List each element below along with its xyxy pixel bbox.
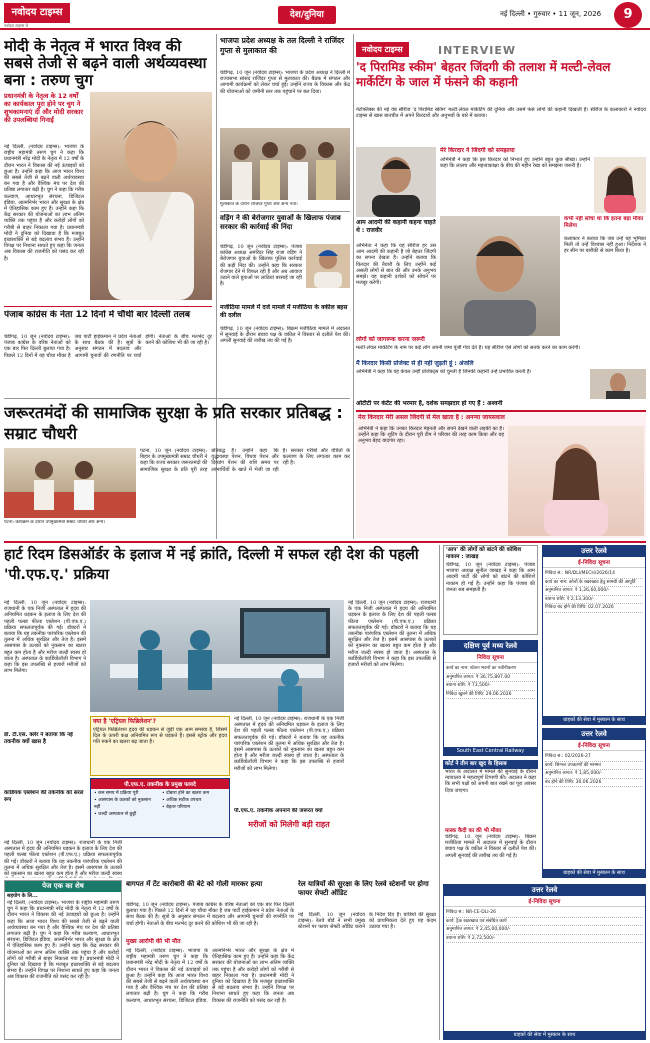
info-box-title: क्या है 'एट्रियल फिब्रिलेशन'?	[93, 718, 156, 725]
actress-headline[interactable]: मेरा किरदार मेरी असल जिंदगी से मेल खाता है : अनन्या जायसवाल	[358, 414, 505, 421]
info-box-text: एट्रियल फिब्रिलेशन हृदय की धड़कन से जुड़ी एक आम समस्या है, जिसमें दिल के ऊपरी कक्ष अनियमित रूप से धड़कते हैं। इससे स्ट्रोक और हृदय गति रुकने का खतरा बढ़ जाता है।	[93, 727, 227, 746]
advertisement-row: कार्य: सिग्नल उपकरणों की मरम्मत	[545, 762, 643, 771]
issue-date: नई दिल्ली • गुरुवार • 11 जून, 2026	[500, 10, 602, 18]
shesh-body: नई दिल्ली, (नवोदय टाइम्स): भाजपा के राष्ट्रीय महामंत्री तरुण चुग ने कहा कि प्रधानमंत्री नरेंद्र मोदी के नेतृत्व में 12 वर्षों के दौरान भारत ने विकास की नई ऊंचाइयों को छुआ है। उन्होंने कहा कि आज भारत विश्व की सबसे तेजी से बढ़ने वाली अर्थव्यवस्था बन गया है और वैश्विक मंच पर देश की प्रतिष्ठा लगातार बढ़ी है। चुग ने कहा कि गरीब कल्याण, आधारभूत संरचना, डिजिटल इंडिया, आत्मनिर्भर भारत और सुरक्षा के क्षेत्र में ऐतिहासिक काम हुए हैं। उन्होंने कहा कि केंद्र सरकार की योजनाओं का लाभ अंतिम व्यक्ति तक पहुंचा है और करोड़ों लोगों को गरीबी से बाहर निकाला गया है। प्रधानमंत्री मोदी ने दुनिया को दिखाया है कि मजबूत इच्छाशक्ति से बड़े बदलाव संभव हैं। उन्होंने विपक्ष पर निशाना साधते हुए कहा कि जनता अब विकास की राजनीति को पसंद कर रही है।	[7, 900, 119, 981]
mid-rule-1	[220, 211, 350, 212]
masthead	[0, 0, 650, 30]
advertisement-body	[444, 907, 645, 1029]
benefit-item: • अधिक सटीक उपचार	[162, 798, 202, 803]
section-rule	[4, 306, 212, 307]
bottom-divider	[439, 545, 440, 1040]
q3-headline[interactable]: कभी नहीं सोचा था कि इतना बड़ा मौका मिलेगा	[564, 216, 644, 229]
court-sub: मास्क कैदी का की भी मौका	[445, 828, 502, 834]
samrat-caption: पटना: कार्यक्रम के दौरान उपमुख्यमंत्री सम्राट चौधरी और अन्य।	[4, 520, 106, 525]
benefit-item: • कम समय में प्रक्रिया पूरी	[94, 791, 139, 796]
q2-headline[interactable]: मेरे किरदार ने जिंदगी को समझाया	[440, 147, 515, 154]
advertisement-row: अनुमानित लागत: ₹ 2,45,00,000/-	[446, 926, 643, 935]
advertisement-footer: ग्राहकों की सेवा में मुस्कान के साथ	[543, 869, 645, 877]
event-photo-illustration	[4, 448, 136, 518]
shesh-sub: सहयोग के लि...	[7, 893, 38, 899]
advertisement-row: कार्य का नाम: स्टेशन भवनों का नवीनीकरण	[446, 665, 535, 674]
lead-photo	[90, 92, 212, 300]
baghpat-headline[interactable]: बागपत में टेंट कारोबारी की बेटे को गोली मारकर हत्या	[126, 880, 263, 888]
court-body: भारत के अदालत में मामले की सुनवाई के दौरान न्यायालय ने महत्वपूर्ण टिप्पणी की। अदालत ने कहा कि सभी पक्षों को अपनी बात रखने का पूरा अवसर दिया जाएगा।	[445, 769, 536, 794]
mid-headline-1[interactable]: भाजपा प्रदेश अध्यक्ष के तल दिल्ली ने राजिंदर गुप्ता से मुलाकात की	[220, 36, 345, 55]
aap-box	[443, 545, 538, 635]
surgery-photo	[90, 600, 344, 712]
actress-photo-1	[594, 157, 646, 213]
mid-body-5: पटना, 10 जून (नवोदय टाइम्स): बिहार के उपमुख्यमंत्री सम्राट चौधरी ने कहा कि राज्य सरकार जरूरतमंदों की सामाजिक सुरक्षा के प्रति पूरी तरह प्रतिबद्ध है। उन्होंने कहा कि वृद्धावस्था पेंशन, विधवा पेंशन और दिव्यांग पेंशन की राशि समय पर लाभार्थियों के खाते में भेजी जा रही है। सरकार गरीबों और वंचितों के कल्याण के लिए लगातार काम कर रही है।	[140, 448, 350, 473]
heart-body-col4: नई दिल्ली, 10 जून (नवोदय टाइम्स): राजधानी के एक निजी अस्पताल में हृदय की अनियमित धड़कन के इलाज के लिए देश की पहली पल्स्ड फील्ड एब्लेशन (पी.एफ.ए.) प्रक्रिया सफलतापूर्वक की गई। डॉक्टरों ने बताया कि यह तकनीक पारंपरिक एब्लेशन की तुलना में अधिक सुरक्षित और तेज है। इसमें आसपास के ऊतकों को नुकसान का खतरा बहुत कम होता है और मरीज जल्दी स्वस्थ हो जाता है। अस्पताल के कार्डियोलॉजी विभाग ने कहा कि इस उपलब्धि से हजारों मरीजों को लाभ मिलेगा।	[348, 600, 436, 669]
heart-sub-4: मरीजों को मिलेगी बड़ी राहत	[248, 820, 330, 829]
interview-intro: नेटफ्लिक्स की नई वेब सीरीज 'द पिरामिड स्कीम' मल्टी-लेवल मार्केटिंग की दुनिया और उसमें फंसे लोगों की कहानी दिखाती है। सीरीज के कलाकारों ने नवोदय टाइम्स से खास बातचीत में अपने किरदारों और अनुभवों के बारे में बताया।	[356, 107, 646, 120]
group-photo-illustration	[220, 128, 350, 200]
baghpat-body: चंडीगढ़, 10 जून (नवोदय टाइम्स): पंजाब कांग्रेस के वरिष्ठ नेताओं को एक बार फिर दिल्ली बुलाया गया है। पिछले 12 दिनों में यह चौथा मौका है जब पार्टी हाईकमान ने प्रदेश नेताओं के साथ बैठक की है। सूत्रों के अनुसार संगठन में बदलाव और आगामी चुनावों की रणनीति पर चर्चा होगी। नेताओं के बीच मतभेद दूर करने की कोशिश भी की जा रही है।	[126, 902, 294, 927]
benefit-item: • आसपास के ऊतकों को नुकसान नहीं	[94, 798, 151, 810]
tender-advertisement	[443, 884, 646, 1040]
mid-body-3: चंडीगढ़, 10 जून (नवोदय टाइम्स): बिक्रम मजीठिया मामले में अदालत में सुनवाई के दौरान बचाव पक्ष के वकील ने विस्तार से दलीलें पेश कीं। अगली सुनवाई की तारीख तय की गई है।	[220, 326, 350, 345]
benefits-box	[90, 778, 230, 838]
actor-portrait-illustration	[356, 147, 436, 217]
actor-photo-2	[440, 216, 560, 336]
interview-headline[interactable]: 'द पिरामिड स्कीम' बेहतर जिंदगी की तलाश में मल्टी-लेवल मार्केटिंग के जाल में फंसने की कहानी	[356, 60, 611, 89]
advertisement-subheading: ई-निविदा सूचना	[444, 896, 645, 907]
lead-body: नई दिल्ली, (नवोदय टाइम्स): भाजपा के राष्ट्रीय महामंत्री तरुण चुग ने कहा कि प्रधानमंत्री नरेंद्र मोदी के नेतृत्व में 12 वर्षों के दौरान भारत ने विकास की नई ऊंचाइयों को छुआ है। उन्होंने कहा कि आज भारत विश्व की सबसे तेजी से बढ़ने वाली अर्थव्यवस्था बन गया है और वैश्विक मंच पर देश की प्रतिष्ठा लगातार बढ़ी है। चुग ने कहा कि गरीब कल्याण, आधारभूत संरचना, डिजिटल इंडिया, आत्मनिर्भर भारत और सुरक्षा के क्षेत्र में ऐतिहासिक काम हुए हैं। उन्होंने कहा कि केंद्र सरकार की योजनाओं का लाभ अंतिम व्यक्ति तक पहुंचा है और करोड़ों लोगों को गरीबी से बाहर निकाला गया है। प्रधानमंत्री मोदी ने दुनिया को दिखाया है कि मजबूत इच्छाशक्ति से बड़े बदलाव संभव हैं। उन्होंने विपक्ष पर निशाना साधते हुए कहा कि जनता अब विकास की राजनीति को पसंद कर रही है।	[4, 144, 84, 262]
advertisement-row: कार्य: ट्रैक रखरखाव एवं संबंधित कार्य	[446, 918, 643, 927]
info-box	[90, 716, 230, 776]
story2-body: चंडीगढ़, 10 जून (नवोदय टाइम्स): पंजाब कांग्रेस के वरिष्ठ नेताओं को एक बार फिर दिल्ली बुलाया गया है। पिछले 12 दिनों में यह चौथा मौका है जब पार्टी हाईकमान ने प्रदेश नेताओं के साथ बैठक की है। सूत्रों के अनुसार संगठन में बदलाव और आगामी चुनावों की रणनीति पर चर्चा होगी। नेताओं के बीच मतभेद दूर करने की कोशिश भी की जा रही है।	[4, 334, 212, 359]
aap-headline[interactable]: 'आप' की लोगों को बांटने की कोशिश नाकाम : जाखड़	[446, 547, 522, 560]
q3-body: कलाकार ने बताया कि जब उन्हें यह भूमिका मिली तो उन्हें विश्वास नहीं हुआ। निर्देशक ने हर सीन पर बारीकी से काम किया है।	[564, 236, 646, 255]
tender-advertisement	[542, 545, 646, 725]
actress-strip	[356, 410, 646, 538]
advertisement-heading: दक्षिण पूर्व मध्य रेलवे	[444, 641, 537, 652]
actress-portrait-illustration	[594, 157, 646, 213]
advertisement-footer: ग्राहकों की सेवा में मुस्कान के साथ	[444, 1031, 645, 1039]
advertisement-row: कार्य का नाम: कोचों के रखरखाव हेतु सामग्री की आपूर्ति	[545, 579, 643, 588]
strip-headline[interactable]: मैं किरदार किसी प्रोजेक्ट से ही नहीं जुड़ती हूं : अंजलि	[356, 360, 474, 367]
section-label: देश/दुनिया	[278, 6, 336, 24]
advertisement-body	[444, 663, 537, 745]
advertisement-subheading: निविदा सूचना	[444, 652, 537, 663]
interview-brand: नवोदय टाइम्स	[356, 42, 409, 57]
story2-headline[interactable]: पंजाब कांग्रेस के नेता 12 दिनों में चौथी बार दिल्ली तलब	[4, 310, 190, 320]
heart-headline[interactable]: हार्ट रिदम डिसऑर्डर के इलाज में नई क्रांति, दिल्ली में सफल रही देश की पहली 'पी.एफ.ए.' प्रक्रिया	[4, 547, 419, 583]
lead-subheadline: प्रधानमंत्री के नेतृत्व के 12 वर्षों का कार्यकाल पूरा होने पर चुग ने शुभकामनाएं दीं और मोदी सरकार की उपलब्धियां गिनाईं	[4, 92, 84, 124]
right-divider	[353, 34, 354, 539]
advertisement-heading: उत्तर रेलवे	[543, 546, 645, 557]
court-box	[443, 760, 538, 880]
bottom-rule	[4, 541, 646, 543]
big-rule	[4, 398, 350, 399]
strip-body: अभिनेत्री ने कहा कि वह केवल उन्हीं प्रोजेक्ट्स को चुनती हैं जिनकी कहानी उन्हें प्रभावित करती है।	[356, 369, 532, 375]
heart-tail: नई दिल्ली, 10 जून (नवोदय टाइम्स): राजधानी के एक निजी अस्पताल में हृदय की अनियमित धड़कन के इलाज के लिए देश की पहली पल्स्ड फील्ड एब्लेशन (पी.एफ.ए.) प्रक्रिया सफलतापूर्वक की गई। डॉक्टरों ने बताया कि यह तकनीक पारंपरिक एब्लेशन की तुलना में अधिक सुरक्षित और तेज है। इसमें आसपास के ऊतकों को नुकसान का खतरा बहुत कम होता है और मरीज जल्दी स्वस्थ	[4, 840, 122, 878]
newspaper-logo[interactable]: नवोदय टाइम्स	[4, 3, 70, 23]
advertisement-row: निविदा सं.: NR/DLI/MECH/2026/14	[545, 570, 643, 579]
q1-body: अभिनेता ने कहा कि यह सीरीज हर उस आम आदमी की कहानी है जो बेहतर जिंदगी का सपना देखता है। उन्होंने बताया कि किरदार की तैयारी के लिए उन्होंने कई असली लोगों से बात की और उनके अनुभव समझे। यह कहानी दर्शकों को सोचने पर मजबूर करेगी।	[356, 243, 436, 287]
actor-thumb-illustration	[590, 369, 646, 399]
advertisement-subheading: ई-निविदा सूचना	[543, 740, 645, 751]
actress-body: अभिनेत्री ने कहा कि उनका किरदार मेहनती और सपने देखने वाली लड़की का है। उन्होंने कहा कि शूटिंग के दौरान पूरी टीम ने परिवार की तरह काम किया और यह अनुभव बेहद यादगार रहा।	[358, 426, 504, 445]
q2-body: अभिनेत्री ने कहा कि इस किरदार को निभाते हुए उन्होंने बहुत कुछ सीखा। उन्होंने कहा कि लालच और महत्वाकांक्षा के बीच की महीन रेखा को समझना जरूरी है।	[440, 157, 590, 170]
actor-portrait-large	[440, 216, 560, 336]
surgery-room-illustration	[90, 600, 344, 712]
interview-label: INTERVIEW	[438, 44, 517, 57]
advertisement-row: निविदा सं.: NR-CE-DLI-26	[446, 909, 643, 918]
advertisement-body	[543, 751, 645, 867]
advertisement-row: बयाना राशि: ₹ 73,500/-	[446, 682, 535, 691]
advertisement-row: अनुमानित लागत: ₹ 1,26,60,000/-	[545, 587, 643, 596]
mid-headline-5[interactable]: जरूरतमंदों की सामाजिक सुरक्षा के प्रति सरकार प्रतिबद्ध : सम्राट चौधरी	[4, 403, 343, 443]
tender-advertisement	[443, 640, 538, 756]
aap-body: चंडीगढ़, 10 जून (नवोदय टाइम्स): पंजाब भाजपा अध्यक्ष सुनील जाखड़ ने कहा कि आम आदमी पार्टी की लोगों को बांटने की कोशिशें नाकाम हो गई हैं। उन्होंने कहा कि पंजाब की जनता सब समझती है।	[446, 562, 535, 593]
ott-headline[interactable]: ओटीटी पर कंटेंट की भरमार है, दर्शक समझदार हो गए हैं : अश्वनी	[356, 400, 503, 407]
advertisement-row: बंद होने की तिथि: 30.06.2026	[545, 779, 643, 788]
actor-photo-1	[356, 147, 436, 217]
advertisement-row: अनुमानित लागत: ₹ 36,75,897.00	[446, 674, 535, 683]
page-number: 9	[614, 2, 642, 28]
q4-body: मल्टी-लेवल मार्केटिंग के नाम पर कई लोग अपनी जमा पूंजी गंवा देते हैं। यह सीरीज ऐसे लोगों को सतर्क करने का काम करेगी।	[356, 345, 581, 351]
advertisement-body	[543, 568, 645, 714]
benefit-item: • जल्दी अस्पताल से छुट्टी	[94, 812, 137, 817]
benefits-title: पी.एफ.ए. तकनीक के प्रमुख फायदे	[91, 779, 229, 789]
mid-body-2: चंडीगढ़, 10 जून (नवोदय टाइम्स): पंजाब कांग्रेस अध्यक्ष अमरिंदर सिंह राजा वड़िंग ने बेरोजगार युवाओं के खिलाफ पुलिस कार्रवाई की कड़ी निंदा की। उन्होंने कहा कि सरकार रोजगार देने में विफल रही है और अब आवाज उठाने वाले युवाओं पर लाठियां बरसाई जा रही हैं।	[220, 244, 302, 288]
rail-headline[interactable]: रेल यात्रियों की सुरक्षा के लिए रेलवे स्टेशनों पर होगा फायर सेफ्टी ऑडिट	[298, 880, 429, 897]
mid-headline-3[interactable]: मजीठिया मामले में दर्ज मामले में मजीठिया के वकील बहस की दलील	[220, 304, 348, 319]
heart-sub-2: कार्डियक एब्लेशन की तकनीक को सरल रूप	[4, 790, 84, 803]
baghpat-body-2: नई दिल्ली, (नवोदय टाइम्स): भाजपा के राष्ट्रीय महामंत्री तरुण चुग ने कहा कि प्रधानमंत्री नरेंद्र मोदी के नेतृत्व में 12 वर्षों के दौरान भारत ने विकास की नई ऊंचाइयों को छुआ है। उन्होंने कहा कि आज भारत विश्व की सबसे तेजी से बढ़ने वाली अर्थव्यवस्था बन गया है और वैश्विक मंच पर देश की प्रतिष्ठा लगातार बढ़ी है। चुग ने कहा कि गरीब कल्याण, आधारभूत संरचना, डिजिटल इंडिया, आत्मनिर्भर भारत और सुरक्षा के क्षेत्र में ऐतिहासिक काम हुए हैं। उन्होंने कहा कि केंद्र सरकार की योजनाओं का लाभ अंतिम व्यक्ति तक पहुंचा है और करोड़ों लोगों को गरीबी से बाहर निकाला गया है। प्रधानमंत्री मोदी ने दुनिया को दिखाया है कि मजबूत इच्छाशक्ति से बड़े बदलाव संभव हैं। उन्होंने विपक्ष पर निशाना साधते हुए कहा कि जनता अब विकास की राजनीति को पसंद कर रही है।	[126, 948, 294, 1004]
advertisement-footer: South East Central Railway	[444, 747, 537, 755]
rail-body: नई दिल्ली, 10 जून (नवोदय टाइम्स): रेलवे बोर्ड ने सभी प्रमुख स्टेशनों पर फायर सेफ्टी ऑडिट कराने के निर्देश दिए हैं। यात्रियों की सुरक्षा को प्राथमिकता देते हुए यह कदम उठाया गया है।	[298, 912, 436, 931]
shesh-box	[4, 880, 122, 1040]
actress-portrait-large	[508, 426, 644, 536]
portrait-illustration	[306, 244, 350, 288]
samrat-photo	[4, 448, 136, 518]
benefits-list	[91, 789, 229, 819]
shesh-title: पेज एक का शेष	[5, 881, 121, 892]
tender-advertisement	[542, 728, 646, 878]
heart-sub-1: डॉ. टी.एस. क्लेर ने बताया कि नई तकनीक क्यों खास है	[4, 732, 73, 745]
advertisement-heading: उत्तर रेलवे	[444, 885, 645, 896]
logo-subtitle: नवोदय टाइम्स 9	[4, 23, 29, 28]
heart-body-col3: नई दिल्ली, 10 जून (नवोदय टाइम्स): राजधानी के एक निजी अस्पताल में हृदय की अनियमित धड़कन के इलाज के लिए देश की पहली पल्स्ड फील्ड एब्लेशन (पी.एफ.ए.) प्रक्रिया सफलतापूर्वक की गई। डॉक्टरों ने बताया कि यह तकनीक पारंपरिक एब्लेशन की तुलना में अधिक सुरक्षित और तेज है। इसमें आसपास के ऊतकों को नुकसान का खतरा बहुत कम होता है और मरीज जल्दी स्वस्थ हो जाता है। अस्पताल के कार्डियोलॉजी विभाग ने कहा कि इस उपलब्धि से हजारों मरीजों को लाभ मिलेगा।	[234, 716, 344, 772]
wadding-photo	[306, 244, 350, 288]
person-illustration	[90, 92, 212, 300]
baghpat-sub: मुख्य आरोपी की भी मौत	[126, 938, 181, 945]
advertisement-row: बयाना राशि: ₹ 2,72,500/-	[446, 935, 643, 944]
heart-sub-3: पी.एफ.ए. तकनीक अपनाने की जरूरत क्यों	[234, 808, 323, 814]
actor-photo-3	[590, 369, 646, 399]
advertisement-row: निविदा खुलने की तिथि: 29.06.2026	[446, 691, 535, 700]
mid-body-1: चंडीगढ़, 10 जून (नवोदय टाइम्स): भाजपा के प्रदेश अध्यक्ष ने दिल्ली में राज्यसभा सांसद राजिंदर गुप्ता से मुलाकात की। बैठक में संगठन और आगामी कार्यक्रमों को लेकर चर्चा हुई। उन्होंने राज्य के विकास और केंद्र की योजनाओं को जमीनी स्तर तक पहुंचाने पर बल दिया।	[220, 70, 350, 95]
advertisement-heading: उत्तर रेलवे	[543, 729, 645, 740]
court-headline[interactable]: कोर्ट ने तीन बार खुद के हिसाब	[443, 760, 538, 769]
lead-headline[interactable]: मोदी के नेतृत्व में भारत विश्व की सबसे तेजी से बढ़ने वाली अर्थव्यवस्था बना : तरुण चुग	[4, 38, 207, 89]
advertisement-row: अनुमानित लागत: ₹ 1,85,000/-	[545, 770, 643, 779]
advertisement-row: निविदा बंद होने की तिथि: 02.07.2026	[545, 604, 643, 613]
heart-body: नई दिल्ली, 10 जून (नवोदय टाइम्स): राजधानी के एक निजी अस्पताल में हृदय की अनियमित धड़कन के इलाज के लिए देश की पहली पल्स्ड फील्ड एब्लेशन (पी.एफ.ए.) प्रक्रिया सफलतापूर्वक की गई। डॉक्टरों ने बताया कि यह तकनीक पारंपरिक एब्लेशन की तुलना में अधिक सुरक्षित और तेज है। इसमें आसपास के ऊतकों को नुकसान का खतरा बहुत कम होता है और मरीज जल्दी स्वस्थ हो जाता है। अस्पताल के कार्डियोलॉजी विभाग ने कहा कि इस उपलब्धि से हजारों मरीजों को लाभ मिलेगा।	[4, 600, 86, 675]
mid-headline-2[interactable]: वड़िंग ने की बेरोजगार युवाओं के खिलाफ पंजाब सरकार की कार्रवाई की निंदा	[220, 214, 341, 231]
court-body-2: चंडीगढ़, 10 जून (नवोदय टाइम्स): बिक्रम मजीठिया मामले में अदालत में सुनवाई के दौरान बचाव पक्ष के वकील ने विस्तार से दलीलें पेश कीं। अगली सुनवाई की तारीख तय की गई है।	[445, 834, 536, 859]
mid-photo-caption: मुलाकात के दौरान राजिंदर गुप्ता और अन्य नेता।	[220, 202, 298, 207]
q4-headline[interactable]: लोगों को जागरूक करना जरूरी	[356, 336, 425, 343]
advertisement-row: निविदा सं.: 02/2026-27	[545, 753, 643, 762]
advertisement-footer: ग्राहकों की सेवा में मुस्कान के साथ	[543, 716, 645, 724]
benefit-item: • दोबारा होने का खतरा कम	[162, 791, 210, 796]
meeting-photo	[220, 128, 350, 200]
q1-headline[interactable]: आम आदमी की कहानी कहना चाहते थे : राजवीर	[356, 219, 436, 234]
actress-photo-2	[508, 426, 644, 536]
benefit-item: • बेहतर परिणाम	[162, 805, 191, 810]
advertisement-row: बयाना राशि: ₹ 2,13,300/-	[545, 596, 643, 605]
advertisement-subheading: ई-निविदा सूचना	[543, 557, 645, 568]
